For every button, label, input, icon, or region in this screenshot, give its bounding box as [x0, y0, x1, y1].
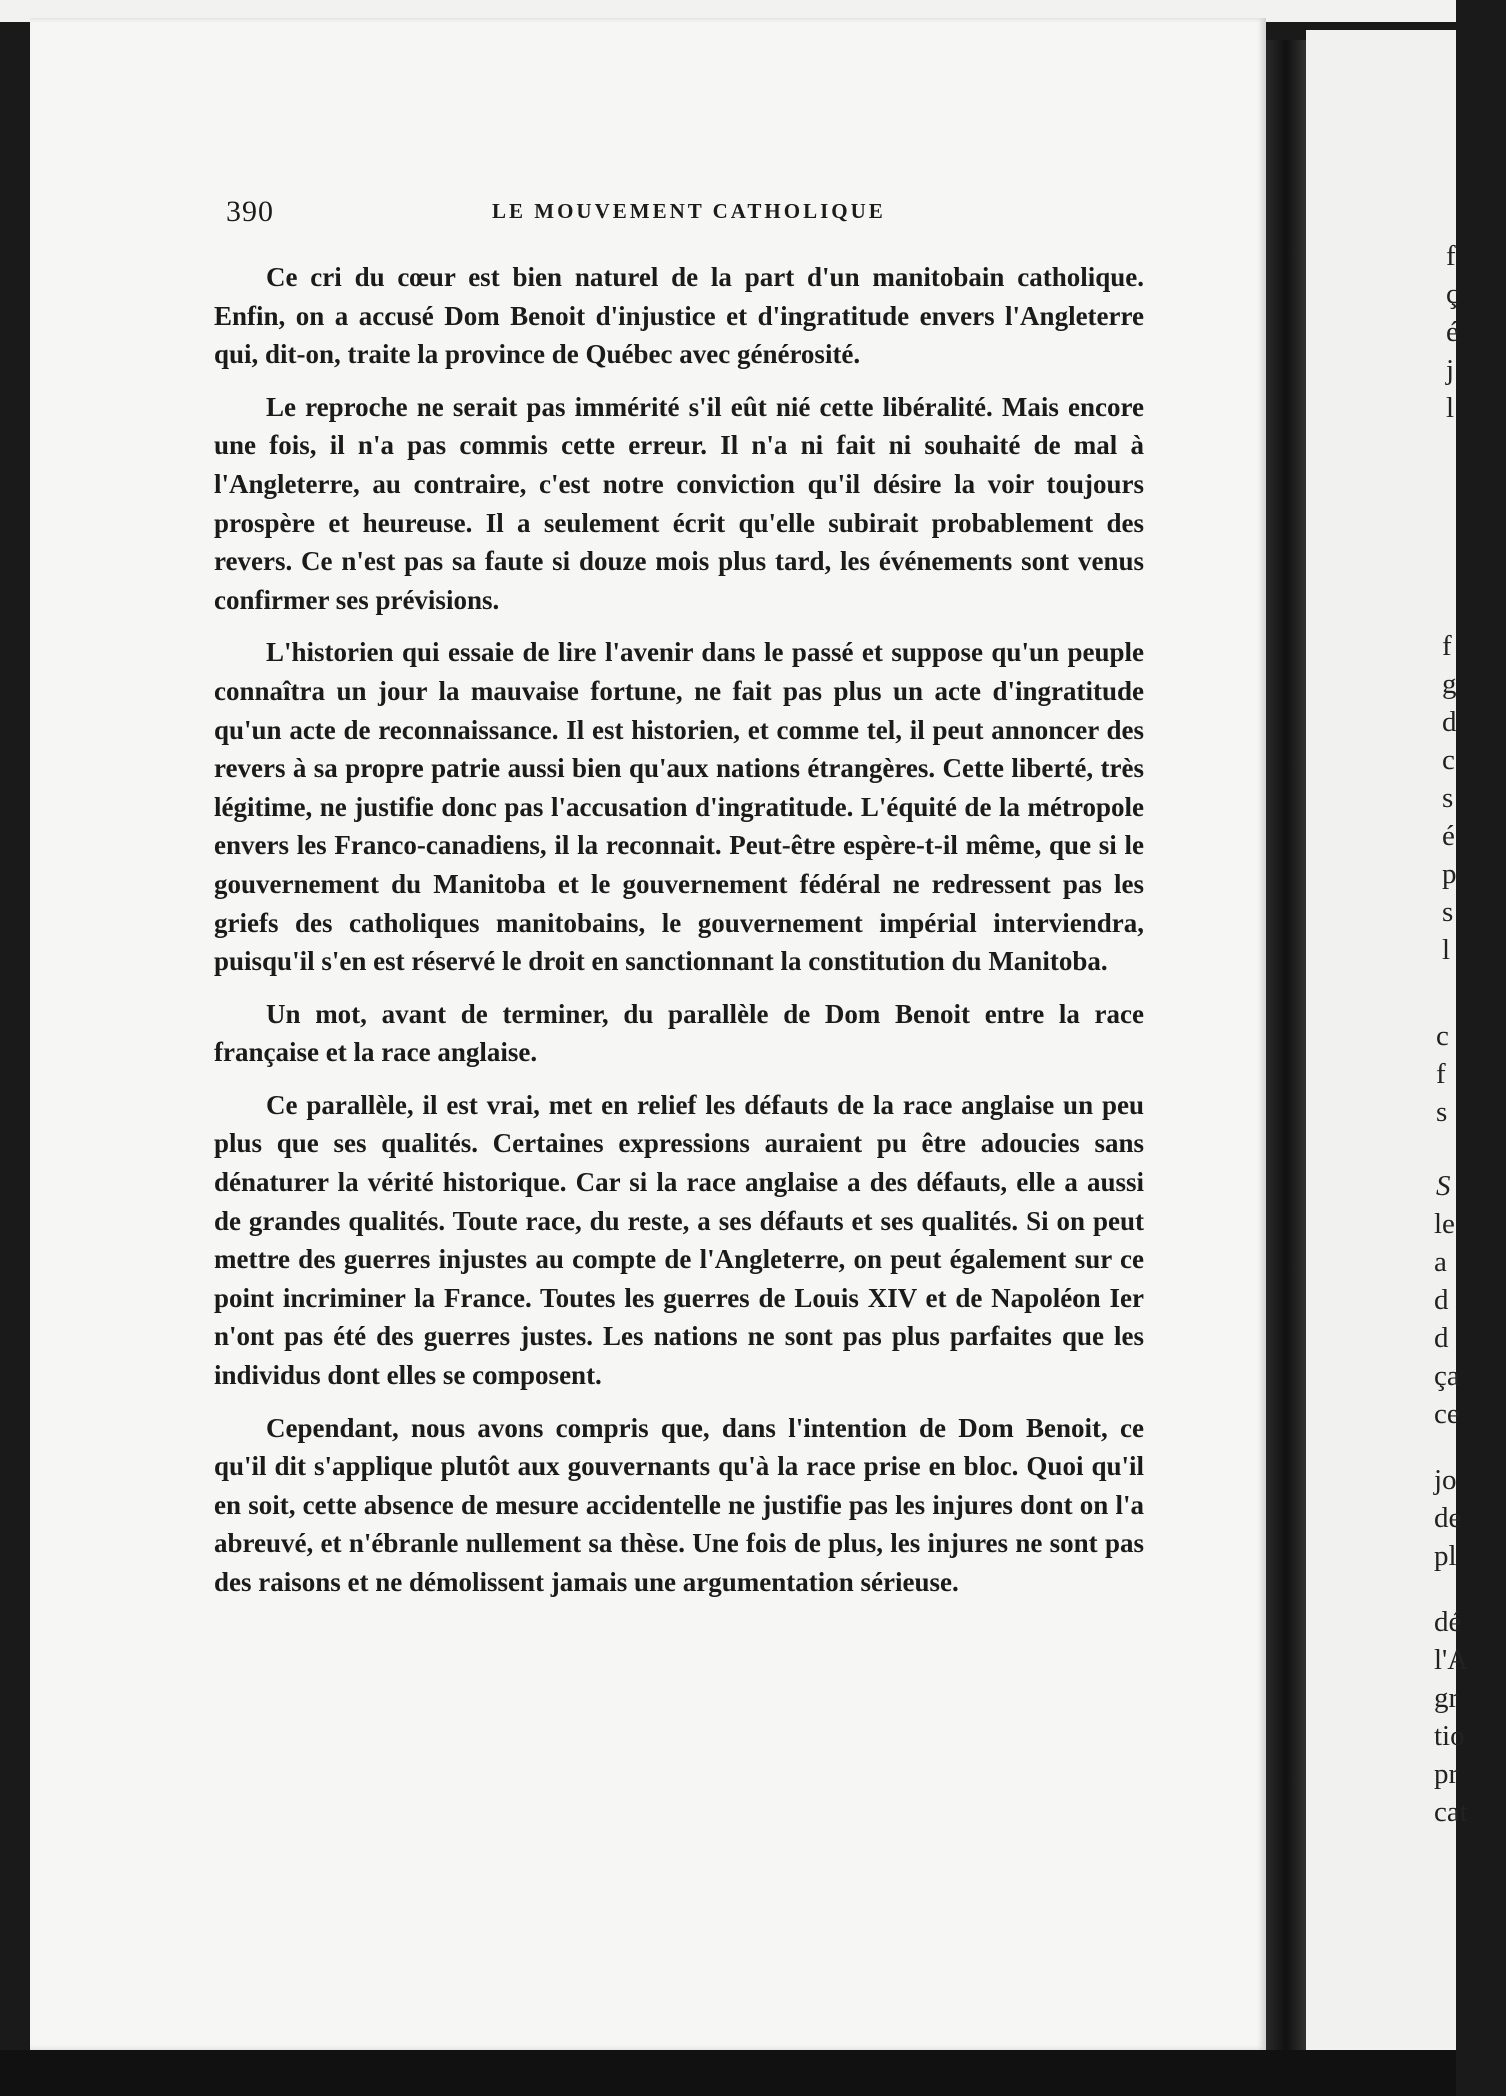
adjacent-page-fragment: é — [1446, 316, 1459, 348]
adjacent-page-fragment: S — [1436, 1170, 1451, 1202]
adjacent-page-fragment: l'A — [1434, 1644, 1469, 1676]
adjacent-page-fragment: pr — [1434, 1758, 1459, 1790]
adjacent-page-fragment: le — [1434, 1208, 1455, 1240]
adjacent-page-fragment: p — [1442, 858, 1457, 890]
adjacent-page-fragment: ce — [1434, 1398, 1460, 1430]
book-gutter — [1266, 40, 1306, 2080]
adjacent-page-fragment: g — [1442, 668, 1457, 700]
adjacent-page-fragment: gr — [1434, 1682, 1459, 1714]
paragraph: Un mot, avant de terminer, du parallèle de Dom Benoit entre la race française et la race anglaise. — [214, 998, 1144, 1068]
adjacent-page-fragment: d — [1442, 706, 1457, 738]
adjacent-page-fragment: tio — [1434, 1720, 1465, 1752]
adjacent-page-fragment: l — [1442, 934, 1451, 966]
adjacent-page-fragment: f — [1446, 240, 1456, 272]
adjacent-page-fragment: ç — [1446, 278, 1459, 310]
adjacent-page-fragment: l — [1446, 392, 1455, 424]
body-text — [214, 258, 1144, 1616]
adjacent-page-fragment: dé — [1434, 1606, 1462, 1638]
adjacent-page-fragment: s — [1436, 1096, 1448, 1128]
adjacent-page-fragment: d — [1434, 1322, 1449, 1354]
adjacent-page-fragment: c — [1436, 1020, 1449, 1052]
running-title: LE MOUVEMENT CATHOLIQUE — [492, 199, 886, 223]
adjacent-page-fragment: d — [1434, 1284, 1449, 1316]
adjacent-page-fragment: f — [1442, 630, 1452, 662]
adjacent-page-fragment: pl — [1434, 1540, 1457, 1572]
adjacent-page — [1306, 30, 1469, 2070]
adjacent-page-fragment: é — [1442, 820, 1455, 852]
page-number: 390 — [226, 195, 274, 228]
paragraph: Ce parallèle, il est vrai, met en relief les défauts de la race anglaise un peu plus que ses qualités. Certaines expressions auraient pu être adoucies sans dénaturer la vérité historique. Car si la race anglaise a des défauts, elle a aussi de grandes qualités. Toute race, du reste, a ses défauts et ses qualités. Si on peut mettre des guerres injustes au compte de l'Angleterre, on peut également sur ce point incriminer la France. Toutes les guerres de Louis XIV et de Napoléon Ier n'ont pas été des guerres justes. Les nations ne sont pas plus parfaites que les individus dont elles se composent. — [214, 1089, 1144, 1391]
adjacent-page-fragment: c — [1442, 744, 1455, 776]
adjacent-page-fragment: s — [1442, 782, 1454, 814]
adjacent-page-fragment: de — [1434, 1502, 1462, 1534]
paragraph: Le reproche ne serait pas immérité s'il eût nié cette libéralité. Mais encore une fois, il n'a pas commis cette erreur. Il n'a ni fait ni souhaité de mal à l'Angleterre, au contraire, c'est notre conviction qu'il désire la voir toujours prospère et heureuse. Il a seulement écrit qu'elle subirait probablement des revers. Ce n'est pas sa faute si douze mois plus tard, les événements sont venus confirmer ses prévisions. — [214, 391, 1144, 615]
paragraph: L'historien qui essaie de lire l'avenir dans le passé et suppose qu'un peuple connaîtra un jour la mauvaise fortune, ne fait pas plus un acte d'ingratitude qu'un acte de reconnaissance. Il est historien, et comme tel, il peut annoncer des revers à sa propre patrie aussi bien qu'aux nations étrangères. Cette liberté, très légitime, ne justifie donc pas l'accusation d'ingratitude. L'équité de la métropole envers les Franco-canadiens, il la reconnait. Peut-être espère-t-il même, que si le gouvernement du Manitoba et le gouvernement fédéral ne redressent pas les griefs des catholiques manitobains, le gouvernement impérial interviendra, puisqu'il s'en est réservé le droit en sanctionnant la constitution du Manitoba. — [214, 637, 1144, 977]
adjacent-page-fragment: jo — [1434, 1464, 1457, 1496]
adjacent-page-fragment: s — [1442, 896, 1454, 928]
page-header — [226, 195, 1146, 231]
paragraph: Ce cri du cœur est bien naturel de la part d'un manitobain catholique. Enfin, on a accusé Dom Benoit d'injustice et d'ingratitude envers l'Angleterre qui, dit-on, traite la province de Québec avec générosité. — [214, 262, 1144, 370]
paragraph: Cependant, nous avons compris que, dans l'intention de Dom Benoit, ce qu'il dit s'applique plutôt aux gouvernants qu'à la race prise en bloc. Quoi qu'il en soit, cette absence de mesure accidentelle ne justifie pas les injures dont on l'a abreuvé, et n'ébranle nullement sa thèse. Une fois de plus, les injures ne sont pas des raisons et ne démolissent jamais une argumentation sérieuse. — [214, 1412, 1144, 1597]
scan-background-bottom — [0, 2050, 1456, 2096]
adjacent-page-fragment: ça — [1434, 1360, 1460, 1392]
adjacent-page-fragment: a — [1434, 1246, 1447, 1278]
adjacent-page-fragment: j — [1446, 354, 1455, 386]
adjacent-page-fragment: f — [1436, 1058, 1446, 1090]
adjacent-page-fragment: cat — [1434, 1796, 1468, 1828]
